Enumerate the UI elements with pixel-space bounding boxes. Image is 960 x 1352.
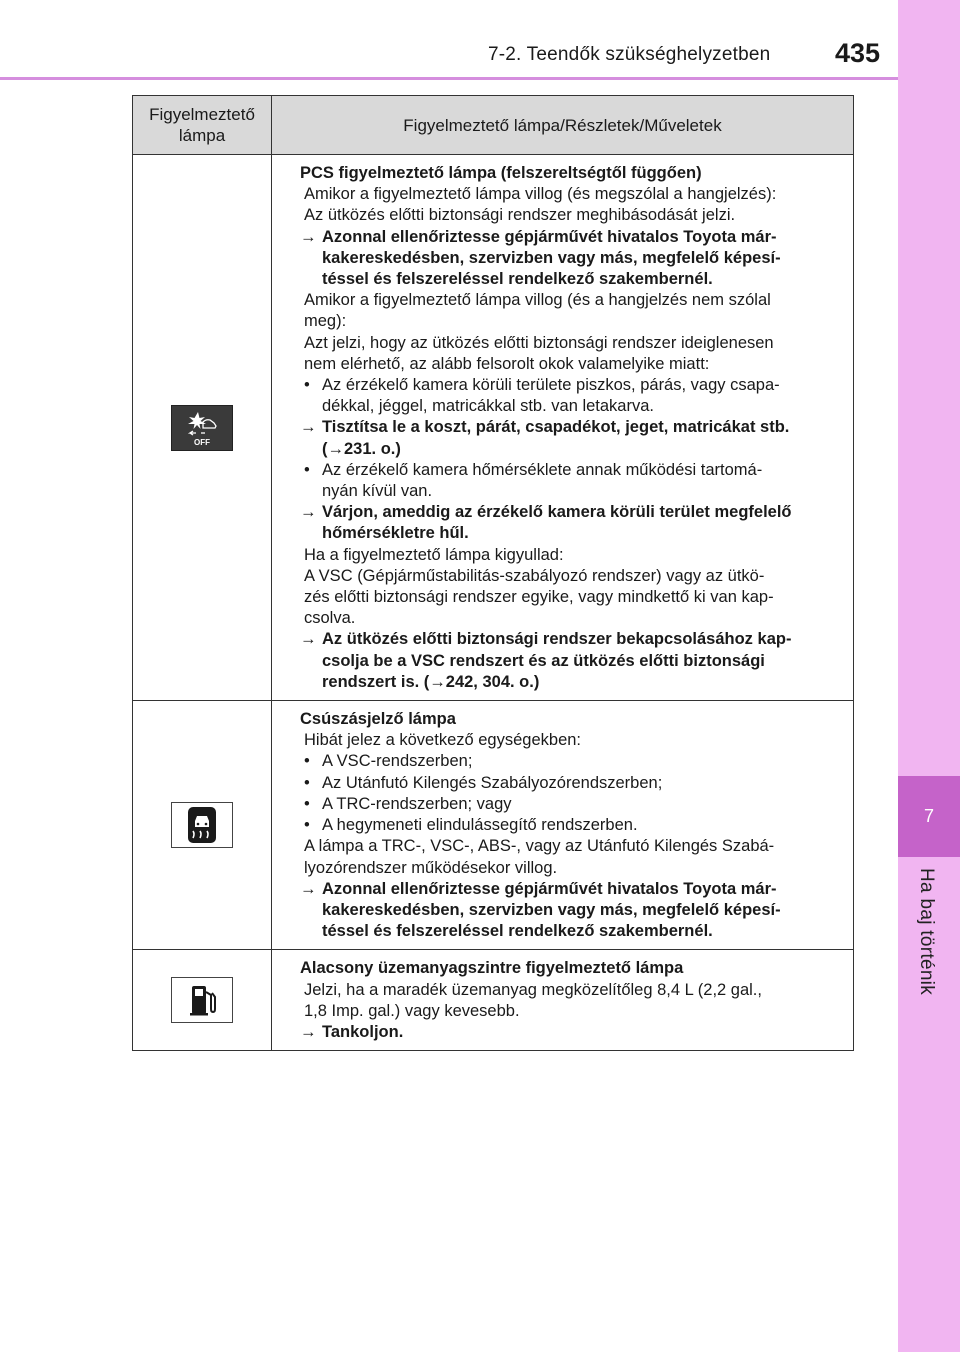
description-text: Hibát jelez a következő egységekben: [304, 731, 582, 750]
col-header-details: Figyelmeztető lámpa/Részletek/Műveletek [272, 96, 854, 155]
bullet-item [304, 794, 843, 815]
description-text: csolva. [304, 609, 356, 628]
col-header-lamp [133, 96, 272, 155]
arrow-icon: → [300, 1022, 317, 1041]
bullet-text-continued: dékkal, jéggel, matricákkal stb. van letakarva. [322, 397, 654, 416]
arrow-icon: → [300, 630, 317, 649]
description-cell [272, 155, 854, 701]
icon-cell [133, 155, 272, 701]
chapter-number: 7 [898, 776, 960, 857]
action-text: Tisztítsa le a koszt, párát, csapadékot, jeget, matricákat stb. [322, 418, 790, 437]
description-text: Azt jelzi, hogy az ütközés előtti biztonsági rendszer ideiglenesen [304, 333, 774, 352]
description-cell [272, 701, 854, 950]
action-text: Várjon, ameddig az érzékelő kamera körüli terület megfelelő [322, 503, 792, 522]
action-text: Tankoljon. [322, 1022, 404, 1041]
slip-indicator-icon [171, 802, 233, 848]
col-header-lamp-line2: lámpa [178, 126, 226, 145]
table-row [133, 701, 854, 950]
description-text: Amikor a figyelmeztető lámpa villog (és a hangjelzés nem szólal [304, 291, 771, 310]
description-lines [300, 709, 843, 942]
bullet-text: Az érzékelő kamera hőmérséklete annak működési tartomá- [322, 460, 763, 479]
bullet-icon: • [304, 773, 310, 792]
description-text: 1,8 Imp. gal.) vagy kevesebb. [304, 1001, 520, 1020]
description-cell [272, 950, 854, 1051]
description-lines [300, 958, 843, 1043]
bullet-text: Az Utánfutó Kilengés Szabályozórendszerben; [322, 773, 663, 792]
chapter-label: Ha baj történik [916, 868, 937, 996]
svg-text:OFF: OFF [194, 437, 210, 447]
header-rule [0, 77, 898, 80]
action-text-continued: rendszert is. (→242, 304. o.) [322, 672, 540, 691]
bullet-text: A VSC-rendszerben; [322, 752, 473, 771]
bullet-icon: • [304, 816, 310, 835]
action-text-continued: kakereskedésben, szervizben vagy más, megfelelő képesí- [322, 900, 781, 919]
table-row [133, 950, 854, 1051]
bullet-icon: • [304, 752, 310, 771]
table-row [133, 155, 854, 701]
bullet-icon: • [304, 376, 310, 395]
warning-light-table [132, 95, 854, 1051]
action-text-continued: kakereskedésben, szervizben vagy más, megfelelő képesí- [322, 248, 781, 267]
arrow-icon: → [300, 418, 317, 437]
col-header-lamp-line1: Figyelmeztető [149, 105, 255, 124]
row-title: PCS figyelmeztető lámpa (felszereltségtől függően) [300, 164, 702, 182]
arrow-icon: → [300, 503, 317, 522]
icon-cell [133, 950, 272, 1051]
pcs-off-warning-icon [171, 405, 233, 451]
description-text: Amikor a figyelmeztető lámpa villog (és megszólal a hangjelzés): [304, 185, 777, 204]
description-text: zés előtti biztonsági rendszer egyike, vagy mindkettő ki van kap- [304, 588, 774, 607]
description-text: lyozórendszer működésekor villog. [304, 858, 558, 877]
bullet-icon: • [304, 794, 310, 813]
action-text-continued: téssel és felszereléssel rendelkező szakembernél. [322, 270, 713, 289]
icon-cell [133, 701, 272, 950]
description-text: meg): [304, 312, 347, 331]
action-text-continued: téssel és felszereléssel rendelkező szakembernél. [322, 922, 713, 941]
action-line [300, 879, 843, 900]
action-text-continued: hőmérsékletre hűl. [322, 524, 469, 543]
description-text: nem elérhető, az alább felsorolt okok valamelyike miatt: [304, 354, 710, 373]
description-text: A lámpa a TRC-, VSC-, ABS-, vagy az Utánfutó Kilengés Szabá- [304, 837, 775, 856]
section-title: 7-2. Teendők szükséghelyzetben [488, 44, 771, 65]
bullet-item [304, 460, 843, 481]
low-fuel-icon [171, 977, 233, 1023]
description-text: Jelzi, ha a maradék üzemanyag megközelítőleg 8,4 L (2,2 gal., [304, 980, 762, 999]
action-text-continued: csolja be a VSC rendszert és az ütközés előtti biztonsági [322, 651, 765, 670]
action-line [300, 502, 843, 523]
row-title: Csúszásjelző lámpa [300, 710, 456, 729]
arrow-icon: → [300, 227, 317, 246]
action-text: Azonnal ellenőriztesse gépjárművét hivatalos Toyota már- [322, 879, 777, 898]
bullet-text-continued: nyán kívül van. [322, 482, 433, 501]
description-text: A VSC (Gépjárműstabilitás-szabályozó rendszer) vagy az ütkö- [304, 566, 765, 585]
description-lines [300, 163, 843, 693]
chapter-side-tab [898, 0, 960, 1352]
bullet-text: Az érzékelő kamera körüli területe piszkos, párás, vagy csapa- [322, 376, 780, 395]
page-number: 435 [835, 38, 881, 68]
action-line [300, 629, 843, 650]
action-text: Azonnal ellenőriztesse gépjárművét hivatalos Toyota már- [322, 227, 777, 246]
bullet-item [304, 773, 843, 794]
action-line [300, 227, 843, 248]
action-text-continued: (→231. o.) [322, 439, 401, 458]
description-text: Az ütközés előtti biztonsági rendszer meghibásodását jelzi. [304, 206, 736, 225]
row-title: Alacsony üzemanyagszintre figyelmeztető lámpa [300, 959, 684, 978]
bullet-item [304, 375, 843, 396]
bullet-icon: • [304, 460, 310, 479]
action-line [300, 417, 843, 438]
bullet-text: A TRC-rendszerben; vagy [322, 794, 512, 813]
bullet-text: A hegymeneti elindulássegítő rendszerben. [322, 816, 638, 835]
bullet-item [304, 751, 843, 772]
action-text: Az ütközés előtti biztonsági rendszer bekapcsolásához kap- [322, 630, 792, 649]
action-line [300, 1022, 843, 1043]
table-header-row [133, 96, 854, 155]
bullet-item [304, 815, 843, 836]
description-text: Ha a figyelmeztető lámpa kigyullad: [304, 545, 564, 564]
arrow-icon: → [300, 879, 317, 898]
